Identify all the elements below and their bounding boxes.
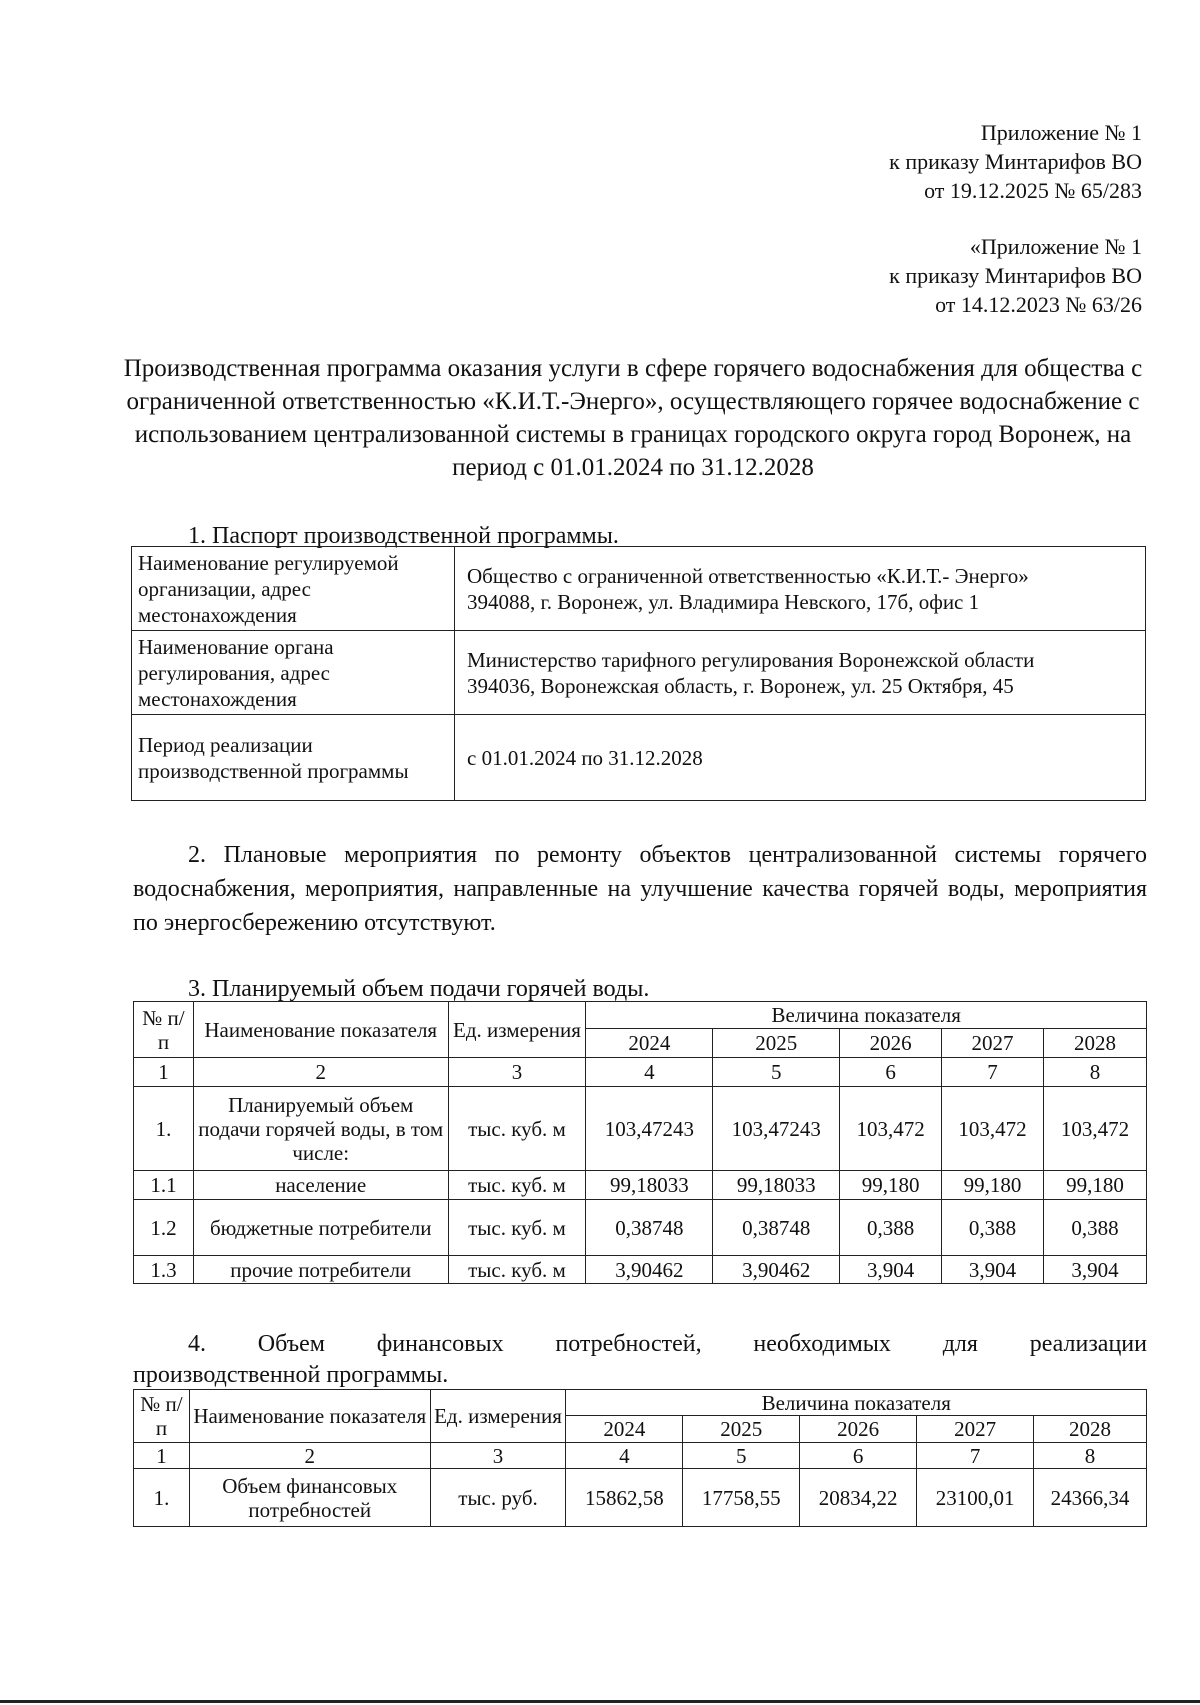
passport-label: Наименование органа регулирования, адрес местонахождения [132,631,455,715]
col-header-name: Наименование показателя [189,1390,430,1443]
table-row [134,1256,1147,1284]
col-header-year: 2027 [917,1416,1034,1443]
row-unit: тыс. руб. [430,1469,566,1527]
row-value: 3,90462 [586,1256,713,1284]
volume-table [133,1001,1147,1284]
row-value: 0,38748 [713,1200,840,1256]
section2-text [133,838,1147,940]
column-number: 6 [840,1058,942,1087]
row-value: 103,472 [942,1087,1044,1171]
col-header-year: 2028 [1034,1416,1147,1443]
table-row [132,547,1146,631]
row-num: 1. [134,1087,194,1171]
section4-heading-text: 4. Объем финансовых потребностей, необходимых для реализации [188,1331,1147,1357]
row-num: 1.3 [134,1256,194,1284]
row-value: 103,472 [840,1087,942,1171]
col-header-num: № п/п [134,1390,190,1443]
approval-line: «Приложение № 1 [969,234,1142,259]
row-num: 1. [134,1469,190,1527]
row-value: 0,388 [840,1200,942,1256]
table-header-row [134,1390,1147,1416]
column-number-row [134,1058,1147,1087]
table-row [134,1087,1147,1171]
row-value: 99,180 [942,1171,1044,1200]
row-value: 99,18033 [713,1171,840,1200]
passport-value-line: Общество с ограниченной ответственностью «К.И.Т.- Энерго» [467,563,1029,588]
approval-block-current [889,118,1142,205]
column-number: 7 [942,1058,1044,1087]
col-header-num: № п/п [134,1002,194,1058]
column-number: 5 [683,1443,800,1469]
table-row [132,631,1146,715]
section1-heading: 1. Паспорт производственной программы. [188,523,619,549]
column-number: 1 [134,1443,190,1469]
row-value: 3,904 [942,1256,1044,1284]
row-value: 20834,22 [800,1469,917,1527]
col-header-name: Наименование показателя [193,1002,448,1058]
row-value: 17758,55 [683,1469,800,1527]
column-number: 4 [586,1058,713,1087]
row-value: 3,904 [840,1256,942,1284]
table-header-row [134,1002,1147,1029]
row-value: 23100,01 [917,1469,1034,1527]
col-header-year: 2026 [800,1416,917,1443]
col-header-year: 2024 [586,1029,713,1058]
table-row [134,1469,1147,1527]
column-number-row [134,1443,1147,1469]
approval-line: к приказу Минтарифов ВО [889,263,1142,288]
col-header-year: 2027 [942,1029,1044,1058]
column-number: 2 [189,1443,430,1469]
approval-line: к приказу Минтарифов ВО [889,149,1142,174]
approval-line: от 14.12.2023 № 63/26 [935,292,1142,317]
column-number: 3 [430,1443,566,1469]
row-value: 103,47243 [586,1087,713,1171]
row-name: бюджетные потребители [193,1200,448,1256]
column-number: 4 [566,1443,683,1469]
row-value: 0,388 [1044,1200,1147,1256]
row-unit: тыс. куб. м [448,1256,586,1284]
column-number: 8 [1034,1443,1147,1469]
passport-label: Наименование регулируемой организации, адрес местонахождения [132,547,455,631]
passport-value-line: с 01.01.2024 по 31.12.2028 [467,745,703,770]
row-name: прочие потребители [193,1256,448,1284]
approval-line: от 19.12.2025 № 65/283 [924,178,1142,203]
column-number: 2 [193,1058,448,1087]
approval-line: Приложение № 1 [980,120,1142,145]
table-row [134,1200,1147,1256]
row-name: население [193,1171,448,1200]
row-value: 103,47243 [713,1087,840,1171]
passport-value-line: Министерство тарифного регулирования Воронежской области [467,647,1035,672]
column-number: 5 [713,1058,840,1087]
approval-block-original [889,232,1142,319]
row-num: 1.2 [134,1200,194,1256]
row-value: 3,90462 [713,1256,840,1284]
row-value: 99,180 [840,1171,942,1200]
col-header-value-group: Величина показателя [586,1002,1147,1029]
col-header-year: 2024 [566,1416,683,1443]
row-name: Планируемый объем подачи горячей воды, в том числе: [193,1087,448,1171]
col-header-unit: Ед. измерения [448,1002,586,1058]
row-value: 15862,58 [566,1469,683,1527]
finance-table [133,1389,1147,1527]
passport-value [455,715,1146,801]
table-row [132,715,1146,801]
col-header-year: 2025 [713,1029,840,1058]
row-unit: тыс. куб. м [448,1087,586,1171]
row-unit: тыс. куб. м [448,1171,586,1200]
column-number: 6 [800,1443,917,1469]
passport-value [455,547,1146,631]
column-number: 8 [1044,1058,1147,1087]
section4-heading-cont: производственной программы. [133,1362,449,1388]
col-header-value-group: Величина показателя [566,1390,1147,1416]
row-name: Объем финансовых потребностей [189,1469,430,1527]
row-value: 24366,34 [1034,1469,1147,1527]
row-value: 0,38748 [586,1200,713,1256]
bottom-rule [0,1700,1200,1703]
passport-label: Период реализации производственной программы [132,715,455,801]
passport-value-line: 394036, Воронежская область, г. Воронеж, ул. 25 Октября, 45 [467,673,1014,698]
row-unit: тыс. куб. м [448,1200,586,1256]
column-number: 1 [134,1058,194,1087]
row-value: 99,180 [1044,1171,1147,1200]
row-num: 1.1 [134,1171,194,1200]
column-number: 7 [917,1443,1034,1469]
col-header-year: 2028 [1044,1029,1147,1058]
col-header-unit: Ед. измерения [430,1390,566,1443]
document-title: Производственная программа оказания услуги в сфере горячего водоснабжения для общества с ограниченной ответственностью «К.И.Т.-Энерго», осуществляющего горячее водоснабжение с использованием централизованной системы в границах городского округа город Воронеж, на период с 01.01.2024 по 31.12.2028 [123,355,1143,481]
table-row [134,1171,1147,1200]
passport-value-line: 394088, г. Воронеж, ул. Владимира Невского, 17б, офис 1 [467,589,980,614]
column-number: 3 [448,1058,586,1087]
section3-heading: 3. Планируемый объем подачи горячей воды. [188,976,650,1002]
section2-body: 2. Плановые мероприятия по ремонту объектов централизованной системы горячего водоснабжения, мероприятия, направленные на улучшение качества горячей воды, мероприятия по энергосбережению отсутствуют. [133,842,1147,936]
row-value: 3,904 [1044,1256,1147,1284]
passport-value [455,631,1146,715]
row-value: 0,388 [942,1200,1044,1256]
section4-heading [133,1327,1147,1361]
col-header-year: 2025 [683,1416,800,1443]
col-header-year: 2026 [840,1029,942,1058]
row-value: 103,472 [1044,1087,1147,1171]
row-value: 99,18033 [586,1171,713,1200]
passport-table [131,546,1146,801]
